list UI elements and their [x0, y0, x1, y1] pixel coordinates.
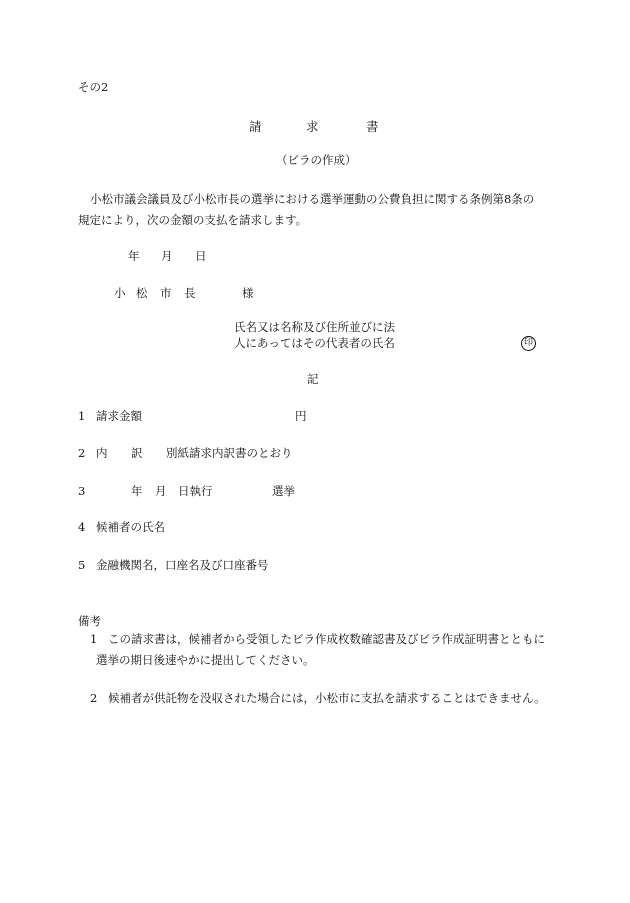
date-day: 日 — [195, 249, 207, 263]
addressee-char-4: 長 — [184, 286, 196, 300]
seal-mark: 印 — [521, 336, 536, 351]
item-3-number: 3 — [78, 484, 86, 498]
item-2-label-b: 訳 — [131, 446, 143, 460]
item-2-number: 2 — [78, 446, 86, 460]
ki-heading: 記 — [307, 372, 319, 386]
item-3-day-exec: 日執行 — [178, 484, 213, 498]
item-2-value: 別紙請求内訳書のとおり — [166, 446, 293, 460]
addressee-char-2: 松 — [136, 286, 148, 300]
addressee-honorific: 様 — [242, 286, 254, 300]
item-1-unit: 円 — [295, 409, 307, 423]
title-char-1: 請 — [249, 119, 262, 134]
item-1-label: 請求金額 — [96, 409, 142, 423]
item-3-year: 年 — [131, 484, 143, 498]
item-5-label: 金融機関名，口座名及び口座番号 — [96, 558, 269, 572]
form-number: その2 — [78, 80, 109, 94]
item-1-number: 1 — [78, 409, 86, 423]
note-2-line-1: 候補者が供託物を没収された場合には，小松市に支払を請求することはできません。 — [108, 691, 546, 705]
document-subtitle: （ビラの作成） — [276, 153, 357, 167]
item-3-election: 選挙 — [272, 484, 295, 498]
claimant-line-2: 人にあってはその代表者の氏名 — [234, 336, 395, 350]
note-1-line-2: 選挙の期日後速やかに提出してください。 — [96, 653, 315, 667]
item-4-number: 4 — [78, 520, 86, 534]
addressee-char-1: 小 — [114, 286, 126, 300]
note-2-number: 2 — [90, 691, 98, 705]
note-1-line-1: この請求書は，候補者から受領したビラ作成枚数確認書及びビラ作成証明書とともに — [108, 632, 545, 646]
title-char-3: 書 — [366, 119, 379, 134]
claimant-line-1: 氏名又は名称及び住所並びに法 — [234, 320, 395, 334]
intro-line-2: 規定により，次の金額の支払を請求します。 — [78, 213, 308, 227]
date-month: 月 — [161, 249, 173, 263]
intro-line-1: 小松市議会議員及び小松市長の選挙における選挙運動の公費負担に関する条例第8条の — [90, 192, 535, 206]
addressee-char-3: 市 — [160, 286, 172, 300]
title-char-2: 求 — [306, 119, 319, 134]
item-3-month: 月 — [155, 484, 167, 498]
note-1-number: 1 — [90, 632, 98, 646]
item-5-number: 5 — [78, 558, 86, 572]
date-year: 年 — [128, 249, 140, 263]
item-4-label: 候補者の氏名 — [96, 520, 165, 534]
item-2-label-a: 内 — [96, 446, 108, 460]
notes-heading: 備考 — [78, 614, 101, 628]
